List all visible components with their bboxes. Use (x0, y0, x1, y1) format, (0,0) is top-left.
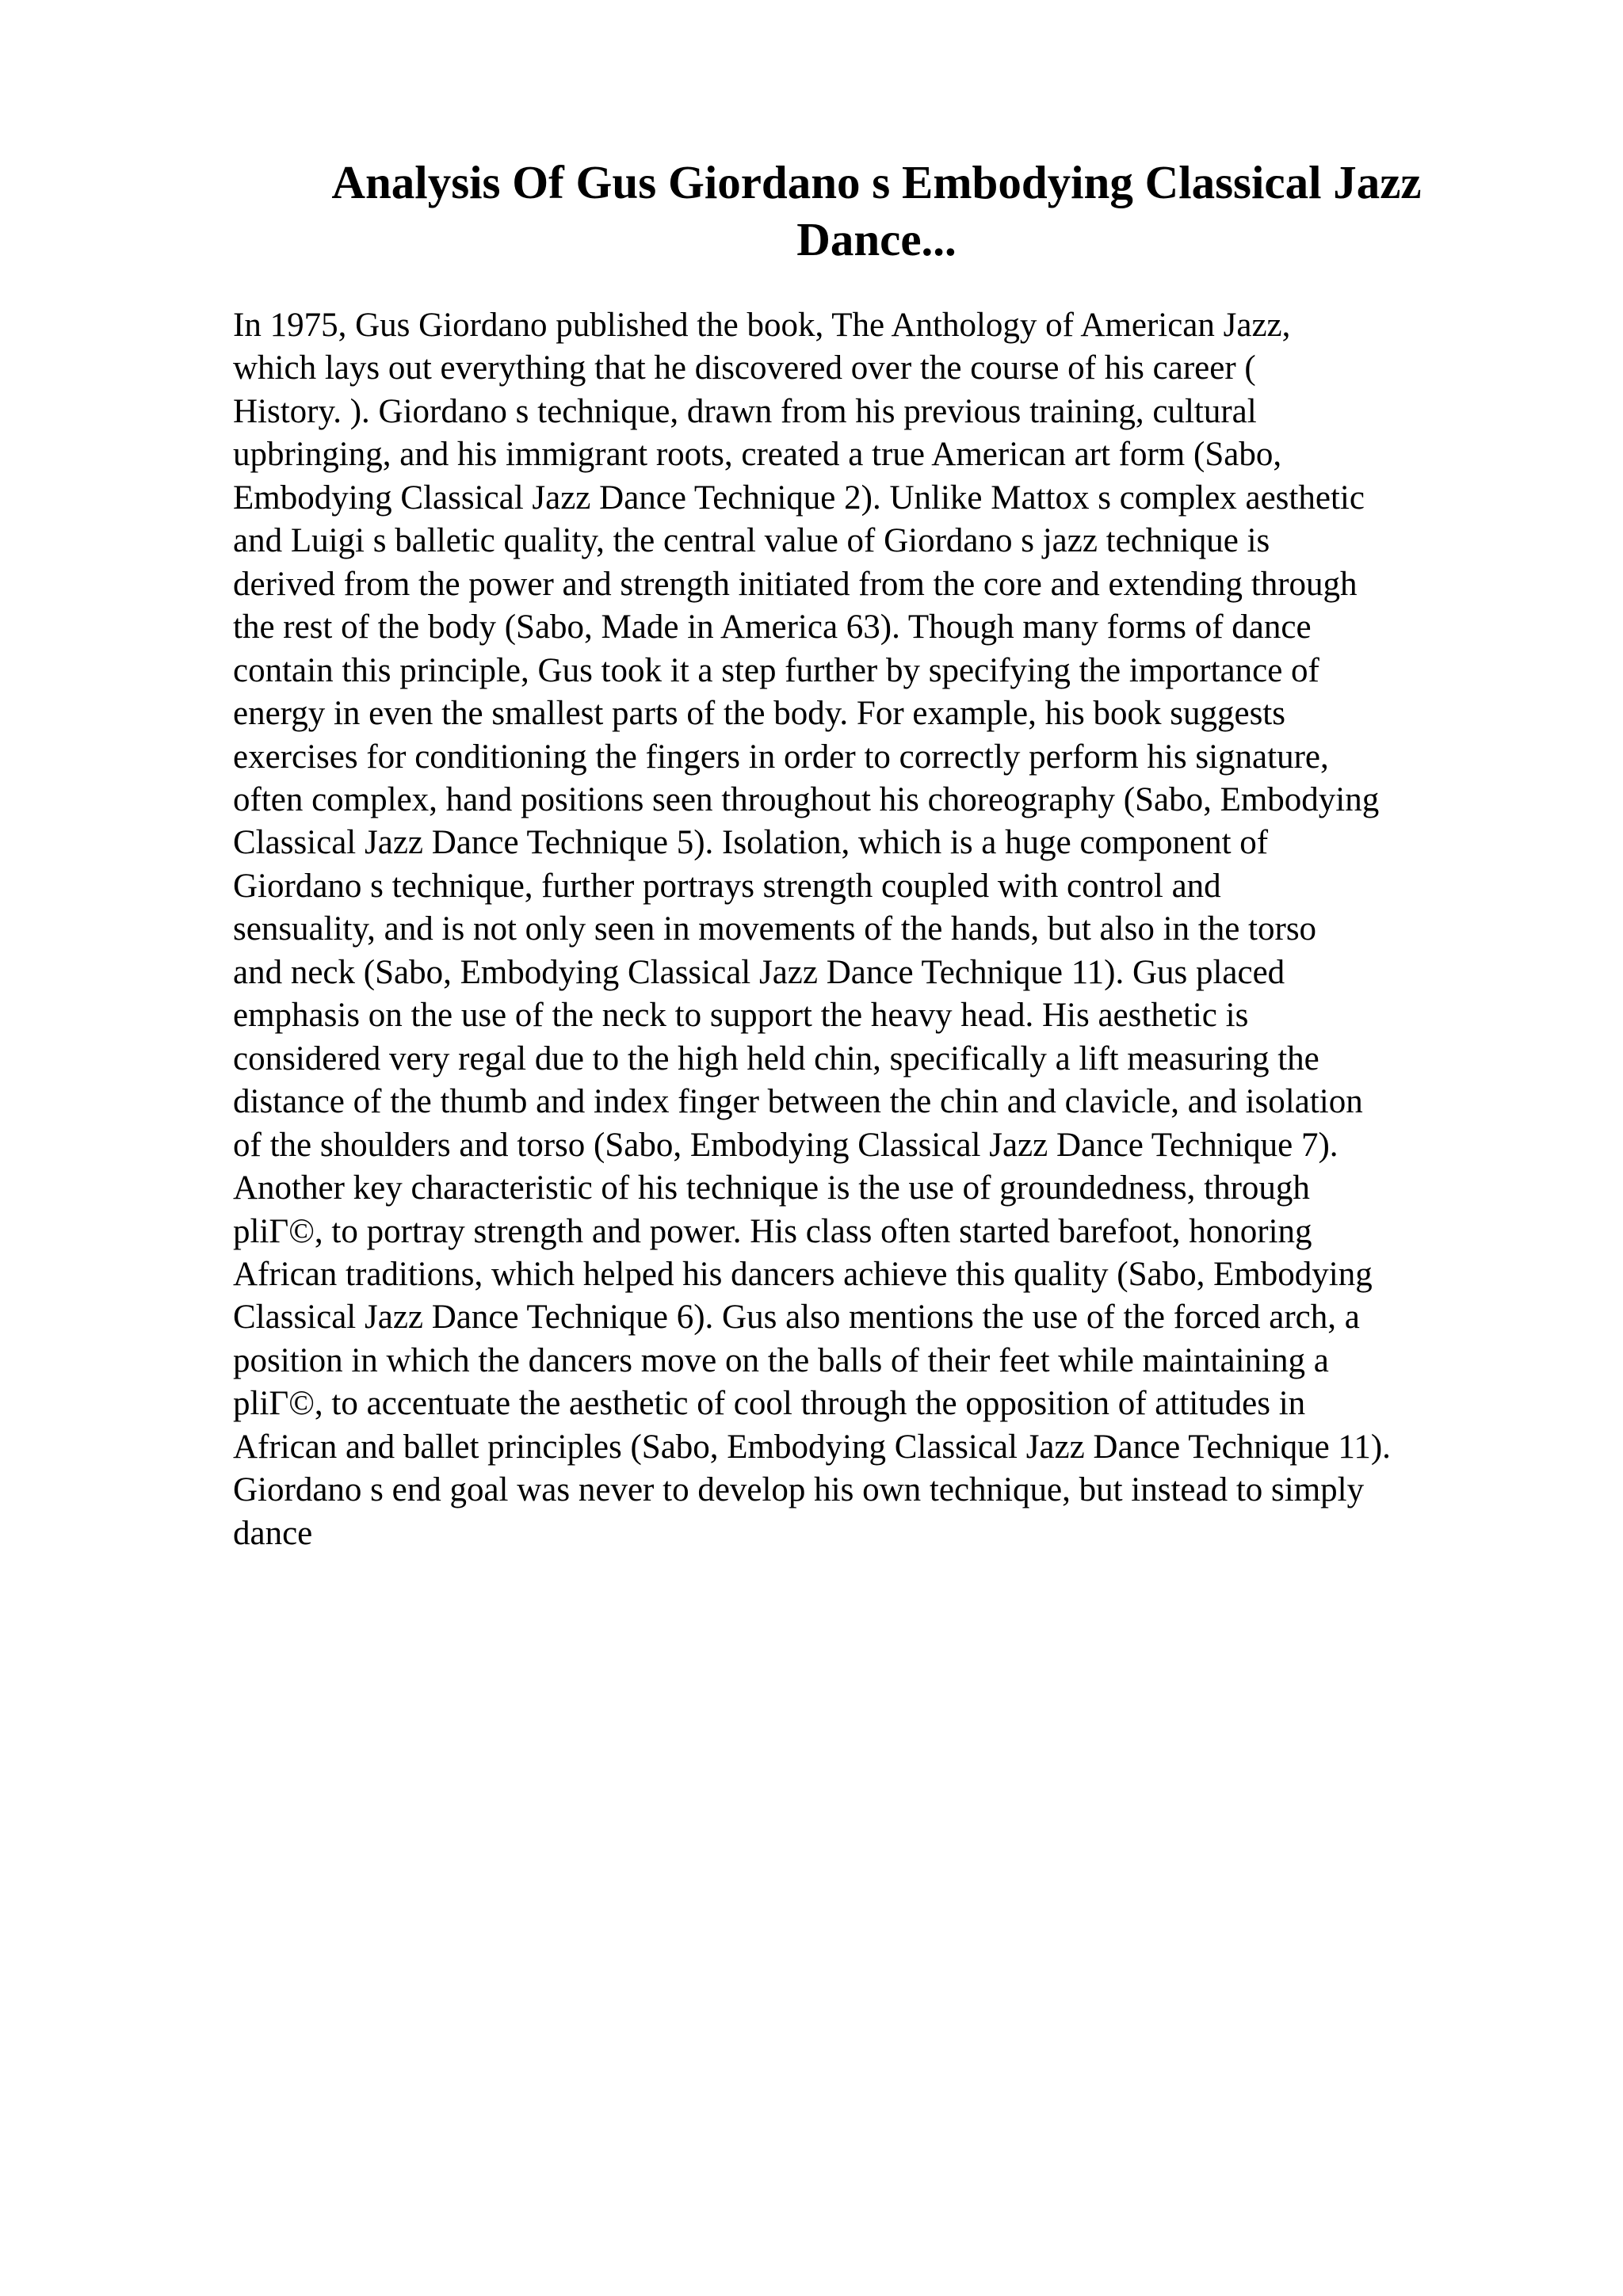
body-line: often complex, hand positions seen throughout his choreography (Sabo, Embodying (233, 780, 1380, 818)
document-title (235, 154, 1518, 268)
title-line: Analysis Of Gus Giordano s Embodying Classical Jazz (331, 156, 1422, 208)
body-line: History. ). Giordano s technique, drawn from his previous training, cultural (233, 392, 1257, 430)
body-line: Another key characteristic of his technique is the use of groundedness, through (233, 1169, 1310, 1207)
body-line: dance (233, 1514, 313, 1552)
body-line: distance of the thumb and index finger between the chin and clavicle, and isolation (233, 1083, 1363, 1121)
body-line: Classical Jazz Dance Technique 6). Gus also mentions the use of the forced arch, a (233, 1299, 1360, 1337)
body-line: pliГ©, to accentuate the aesthetic of cool through the opposition of attitudes in (233, 1385, 1306, 1423)
body-line: Classical Jazz Dance Technique 5). Isolation, which is a huge component of (233, 824, 1269, 862)
body-line: and Luigi s balletic quality, the central value of Giordano s jazz technique is (233, 522, 1270, 560)
body-line: position in which the dancers move on the balls of their feet while maintaining a (233, 1341, 1329, 1379)
document-body (233, 304, 1580, 1555)
body-line: of the shoulders and torso (Sabo, Embodying Classical Jazz Dance Technique 7). (233, 1126, 1338, 1164)
body-line: contain this principle, Gus took it a step further by specifying the importance of (233, 651, 1319, 689)
body-line: upbringing, and his immigrant roots, created a true American art form (Sabo, (233, 436, 1282, 474)
body-line: considered very regal due to the high held chin, specifically a lift measuring the (233, 1039, 1319, 1077)
body-line: which lays out everything that he discovered over the course of his career ( (233, 349, 1256, 387)
body-line: energy in even the smallest parts of the body. For example, his book suggests (233, 695, 1285, 733)
body-line: sensuality, and is not only seen in movements of the hands, but also in the torso (233, 910, 1317, 948)
body-line: pliГ©, to portray strength and power. His class often started barefoot, honoring (233, 1212, 1312, 1250)
body-line: Giordano s end goal was never to develop his own technique, but instead to simply (233, 1471, 1365, 1509)
body-line: emphasis on the use of the neck to support the heavy head. His aesthetic is (233, 997, 1249, 1035)
body-line: Giordano s technique, further portrays strength coupled with control and (233, 867, 1221, 905)
body-line: and neck (Sabo, Embodying Classical Jazz Dance Technique 11). Gus placed (233, 953, 1285, 991)
body-line: African and ballet principles (Sabo, Embodying Classical Jazz Dance Technique 11). (233, 1428, 1391, 1466)
body-line: Embodying Classical Jazz Dance Technique 2). Unlike Mattox s complex aesthetic (233, 479, 1365, 517)
title-line: Dance... (796, 213, 957, 265)
body-line: derived from the power and strength initiated from the core and extending through (233, 565, 1358, 603)
body-line: In 1975, Gus Giordano published the book, The Anthology of American Jazz, (233, 307, 1291, 344)
body-line: African traditions, which helped his dancers achieve this quality (Sabo, Embodying (233, 1255, 1373, 1293)
body-line: exercises for conditioning the fingers in order to correctly perform his signature, (233, 738, 1329, 776)
body-line: the rest of the body (Sabo, Made in America 63). Though many forms of dance (233, 608, 1312, 646)
